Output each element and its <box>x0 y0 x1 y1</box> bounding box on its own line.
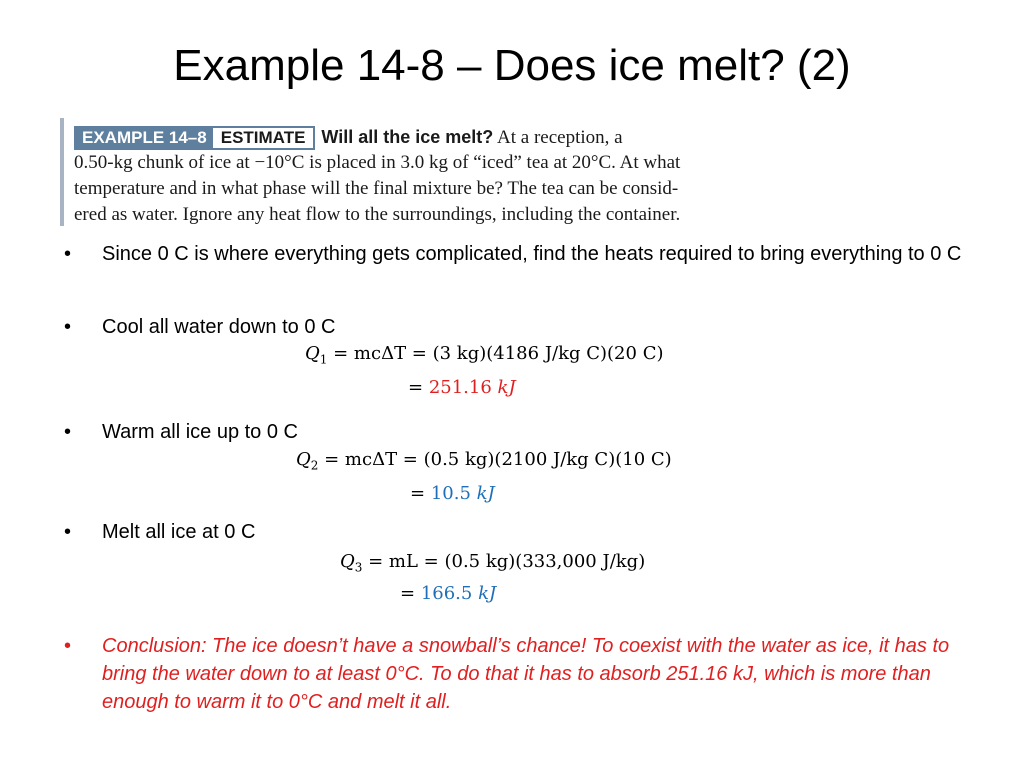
equation-q1 <box>305 341 663 373</box>
q3-result-value: 166.5 <box>420 583 473 604</box>
bullet-marker: • <box>64 635 72 657</box>
q2-subscript: 2 <box>310 458 319 473</box>
bullet-text: Warm all ice up to 0 C <box>102 421 298 443</box>
q3-subscript: 3 <box>354 560 363 575</box>
q2-result-unit: kJ <box>476 483 495 504</box>
equation-q3 <box>340 549 645 581</box>
equals-sign: = <box>400 583 421 604</box>
equation-q2-result <box>410 481 495 507</box>
bullet-marker: • <box>64 521 72 543</box>
bullet-text: Since 0 C is where everything gets complicated, find the heats required to bring everything to 0 C <box>102 243 962 265</box>
excerpt-line-1 <box>74 124 623 151</box>
equation-q1-result <box>408 375 516 401</box>
bullet-text: Cool all water down to 0 C <box>102 316 336 338</box>
q1-result-value: 251.16 <box>428 377 492 398</box>
equation-q2 <box>296 447 672 479</box>
excerpt-line-4: ered as water. Ignore any heat flow to the surroundings, including the container. <box>74 204 681 225</box>
q2-symbol: Q <box>296 449 311 470</box>
q3-result-unit: kJ <box>478 583 497 604</box>
equation-q3-result <box>400 581 496 607</box>
q1-symbol: Q <box>305 343 320 364</box>
example-tag: EXAMPLE 14–8 <box>74 126 215 150</box>
bullet-text: Melt all ice at 0 C <box>102 521 256 543</box>
excerpt-question: Will all the ice melt? <box>321 127 494 147</box>
bullet-marker: • <box>64 421 72 443</box>
textbook-excerpt <box>60 118 794 226</box>
q1-subscript: 1 <box>319 352 328 367</box>
equals-sign: = <box>408 377 429 398</box>
slide-title: Example 14-8 – Does ice melt? (2) <box>173 41 851 90</box>
excerpt-line-1-rest: At a reception, a <box>493 127 623 148</box>
excerpt-line-3: temperature and in what phase will the final mixture be? The tea can be consid- <box>74 178 679 199</box>
q3-expression: = mL = (0.5 kg)(333,000 J/kg) <box>362 551 646 572</box>
q2-expression: = mcΔT = (0.5 kg)(2100 J/kg C)(10 C) <box>318 449 672 470</box>
q1-expression: = mcΔT = (3 kg)(4186 J/kg C)(20 C) <box>327 343 664 364</box>
q1-result-unit: kJ <box>497 377 516 398</box>
equals-sign: = <box>410 483 431 504</box>
estimate-tag: ESTIMATE <box>211 126 316 150</box>
bullet-text: Conclusion: The ice doesn’t have a snowball’s chance! To coexist with the water as ice, it has to bring the water down to at least 0°C. To do that it has to absorb 251.16 kJ, which is more than enough to warm it to 0°C and melt it all. <box>102 635 950 713</box>
bullet-marker: • <box>64 243 72 265</box>
q2-result-value: 10.5 <box>430 483 471 504</box>
bullet-marker: • <box>64 316 72 338</box>
excerpt-line-2: 0.50-kg chunk of ice at −10°C is placed in 3.0 kg of “iced” tea at 20°C. At what <box>74 152 681 173</box>
q3-symbol: Q <box>340 551 355 572</box>
